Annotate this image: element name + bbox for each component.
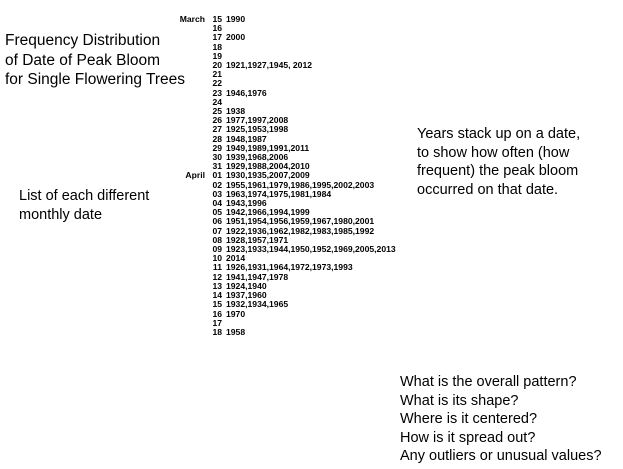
- day-label: 20: [212, 60, 222, 71]
- years-list: 1977,1997,2008: [226, 115, 289, 126]
- years-list: 1932,1934,1965: [226, 299, 289, 310]
- day-label: 15: [212, 299, 222, 310]
- frequency-row: [170, 79, 396, 88]
- frequency-row: [170, 61, 396, 70]
- day-label: 06: [212, 216, 222, 227]
- day-label: 26: [212, 115, 222, 126]
- day-label: 18: [212, 41, 222, 52]
- question-item: What is the overall pattern?: [400, 374, 577, 390]
- day-label: 14: [212, 290, 222, 301]
- question-item: Where is it centered?: [400, 411, 538, 428]
- frequency-row: [170, 273, 396, 282]
- day-label: 15: [212, 14, 222, 24]
- day-label: 28: [212, 133, 222, 144]
- day-label: 30: [212, 152, 222, 163]
- years-list: 1943,1996: [226, 198, 267, 209]
- questions-list: [400, 373, 602, 466]
- day-label: 23: [212, 87, 222, 98]
- years-list: 1941,1947,1978: [226, 271, 289, 282]
- day-label: 17: [212, 32, 222, 43]
- day-label: 07: [212, 225, 222, 236]
- frequency-row: [170, 310, 396, 319]
- years-list: 1948,1987: [226, 133, 267, 144]
- frequency-row: [170, 125, 396, 134]
- day-label: 27: [212, 124, 222, 135]
- years-list: 1922,1936,1962,1982,1983,1985,1992: [226, 225, 375, 236]
- frequency-row: [170, 98, 396, 107]
- years-list: 1946,1976: [226, 87, 267, 98]
- day-label: 19: [212, 50, 222, 61]
- day-label: 31: [212, 161, 222, 172]
- years-list: 1930,1935,2007,2009: [226, 170, 310, 181]
- month-label: April: [185, 170, 205, 181]
- month-label: March: [179, 14, 205, 24]
- question-item: What is its shape?: [400, 392, 519, 409]
- years-list: 1955,1961,1979,1986,1995,2002,2003: [226, 179, 375, 190]
- day-label: 04: [212, 198, 222, 209]
- frequency-row: [170, 319, 396, 328]
- years-list: 1928,1957,1971: [226, 234, 289, 245]
- years-list: 2014: [226, 253, 246, 264]
- frequency-row: [170, 282, 396, 291]
- frequency-row: [170, 24, 396, 33]
- question-item: Any outliers or unusual values?: [400, 448, 602, 465]
- frequency-table: [170, 15, 396, 337]
- frequency-row: [170, 70, 396, 79]
- day-label: 13: [212, 280, 222, 291]
- day-label: 22: [212, 78, 222, 89]
- years-list: 1924,1940: [226, 280, 267, 291]
- frequency-row: [170, 328, 396, 337]
- day-label: 21: [212, 69, 222, 80]
- years-list: 1921,1927,1945, 2012: [226, 60, 313, 71]
- day-label: 10: [212, 253, 222, 264]
- years-list: 1970: [226, 308, 246, 319]
- day-label: 09: [212, 244, 222, 255]
- years-list: 1990: [226, 14, 246, 24]
- years-list: 1942,1966,1994,1999: [226, 207, 310, 218]
- day-label: 29: [212, 142, 222, 153]
- years-list: 1951,1954,1956,1959,1967,1980,2001: [226, 216, 375, 227]
- day-label: 11: [212, 262, 222, 273]
- day-label: 17: [212, 317, 222, 328]
- years-list: 1937,1960: [226, 290, 267, 301]
- frequency-row: [170, 15, 396, 24]
- day-label: 01: [212, 170, 222, 181]
- day-label: 25: [212, 106, 222, 117]
- day-label: 08: [212, 234, 222, 245]
- question-item: How is it spread out?: [400, 429, 536, 446]
- years-list: 1938: [226, 106, 246, 117]
- years-list: 1925,1953,1998: [226, 124, 289, 135]
- day-label: 05: [212, 207, 222, 218]
- day-label: 12: [212, 271, 222, 282]
- years-list: 1926,1931,1964,1972,1973,1993: [226, 262, 353, 273]
- years-list: 1949,1989,1991,2011: [226, 142, 310, 153]
- frequency-row: [170, 245, 396, 254]
- years-list: 2000: [226, 32, 246, 43]
- day-label: 03: [212, 188, 222, 199]
- day-label: 24: [212, 96, 222, 107]
- years-list: 1929,1988,2004,2010: [226, 161, 310, 172]
- years-list: 1963,1974,1975,1981,1984: [226, 188, 332, 199]
- note-list-description: List of each different monthly date: [19, 188, 150, 223]
- frequency-row: [170, 33, 396, 42]
- frequency-row: [170, 190, 396, 199]
- years-list: 1939,1968,2006: [226, 152, 289, 163]
- day-label: 16: [212, 308, 222, 319]
- frequency-row: [170, 43, 396, 52]
- page-title: Frequency Distribution of Date of Peak Bloom for Single Flowering Trees: [5, 32, 186, 88]
- years-list: 1923,1933,1944,1950,1952,1969,2005,2013: [226, 244, 396, 255]
- frequency-row: [170, 89, 396, 98]
- note-stack-description: Years stack up on a date, to show how often (how frequent) the peak bloom occurred on that date.: [417, 126, 581, 198]
- years-list: 1958: [226, 326, 246, 337]
- frequency-row: [170, 300, 396, 309]
- day-label: 02: [212, 179, 222, 190]
- day-label: 16: [212, 23, 222, 34]
- day-label: 18: [212, 326, 222, 337]
